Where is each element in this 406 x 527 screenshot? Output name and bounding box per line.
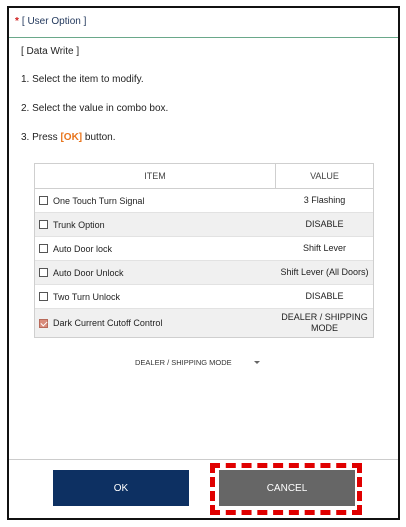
- row-value: DISABLE: [305, 219, 344, 229]
- table-row[interactable]: [35, 189, 373, 213]
- cancel-button[interactable]: CANCEL: [219, 470, 355, 506]
- user-option-dialog: [7, 6, 400, 520]
- instruction-step-3: [21, 132, 116, 143]
- dialog-title: [15, 16, 86, 27]
- row-item-label: Two Turn Unlock: [53, 291, 121, 302]
- step3-suffix: button.: [82, 132, 116, 143]
- dialog-title-text: [ User Option ]: [21, 16, 87, 27]
- row-value: Shift Lever: [302, 243, 347, 253]
- row-item-label: Auto Door Unlock: [53, 267, 124, 278]
- row-checkbox[interactable]: [39, 196, 48, 205]
- row-item-cell: [35, 318, 276, 328]
- table-row[interactable]: [35, 261, 373, 285]
- section-label: [ Data Write ]: [21, 46, 80, 57]
- ok-button[interactable]: OK: [53, 470, 189, 506]
- dropdown-arrow-icon: [254, 361, 260, 364]
- title-marker: *: [15, 16, 19, 27]
- combo-selected-value: DEALER / SHIPPING MODE: [135, 358, 232, 367]
- row-checkbox[interactable]: [39, 268, 48, 277]
- instruction-step-2: 2. Select the value in combo box.: [21, 103, 169, 114]
- table-row[interactable]: [35, 309, 373, 337]
- row-item-cell: [35, 196, 276, 206]
- row-item-label: Dark Current Cutoff Control: [53, 318, 163, 328]
- row-item-label: One Touch Turn Signal: [53, 195, 145, 206]
- table-row[interactable]: [35, 237, 373, 261]
- row-item-cell: [35, 292, 276, 302]
- table-header: [35, 164, 373, 189]
- row-value: 3 Flashing: [303, 195, 346, 205]
- table-row[interactable]: [35, 285, 373, 309]
- dialog-header: [9, 8, 398, 38]
- row-checkbox[interactable]: [39, 244, 48, 253]
- step3-prefix: 3. Press: [21, 132, 61, 143]
- row-item-cell: [35, 244, 276, 254]
- value-combo-box[interactable]: [135, 358, 260, 367]
- step3-ok-keyword: [OK]: [60, 132, 83, 143]
- option-table: [34, 163, 374, 338]
- row-item-cell: [35, 220, 276, 230]
- row-checkbox[interactable]: [39, 220, 48, 229]
- row-value: DEALER / SHIPPING MODE: [281, 312, 368, 333]
- row-checkbox-checked[interactable]: [39, 319, 48, 328]
- row-value: Shift Lever (All Doors): [280, 267, 369, 277]
- table-row[interactable]: [35, 213, 373, 237]
- row-item-cell: [35, 268, 276, 278]
- instruction-step-1: 1. Select the item to modify.: [21, 74, 144, 85]
- column-header-value: VALUE: [310, 171, 339, 181]
- row-value: DISABLE: [305, 291, 344, 301]
- row-item-label: Trunk Option: [53, 219, 105, 230]
- row-item-label: Auto Door lock: [53, 243, 113, 254]
- column-header-item: ITEM: [35, 164, 276, 188]
- row-checkbox[interactable]: [39, 292, 48, 301]
